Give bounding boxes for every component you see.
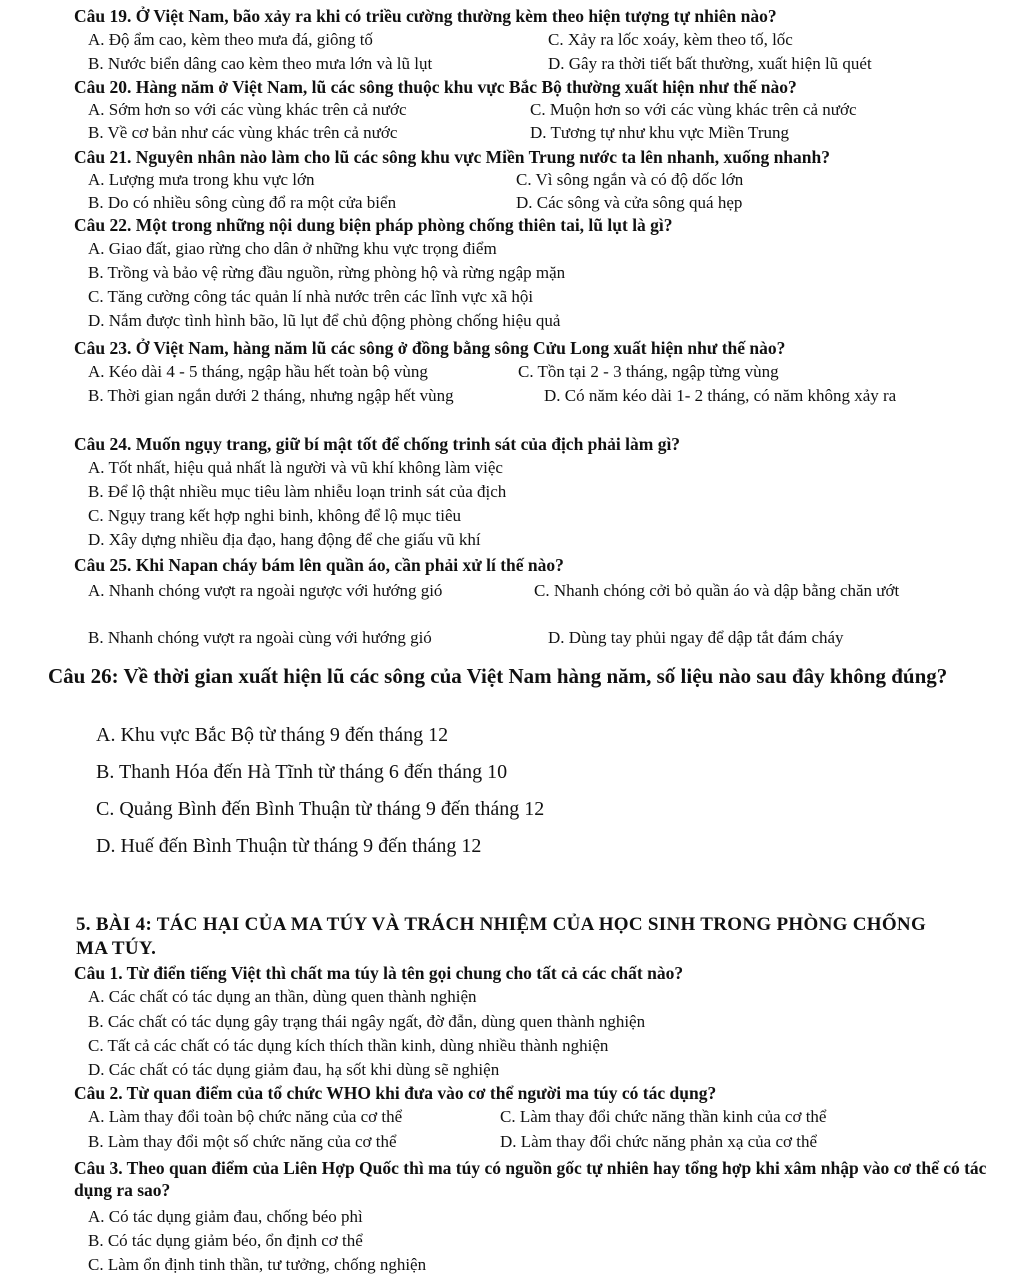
section-question-2-option-c: C. Làm thay đổi chức năng thần kinh của cơ thể [500,1107,827,1126]
section-question-1-option-a: A. Các chất có tác dụng an thần, dùng quen thành nghiện [88,987,477,1006]
question-21-option-d: D. Các sông và cửa sông quá hẹp [516,193,743,212]
question-21-option-c: C. Vì sông ngắn và có độ dốc lớn [516,170,744,189]
question-20-option-c: C. Muộn hơn so với các vùng khác trên cả nước [530,100,857,119]
question-26-option-b: B. Thanh Hóa đến Hà Tĩnh từ tháng 6 đến tháng 10 [96,761,508,783]
section-question-1-option-d: D. Các chất có tác dụng giảm đau, hạ sốt khi dùng sẽ nghiện [88,1060,500,1079]
section-question-3-option-c: C. Làm ổn định tinh thần, tư tưởng, chống nghiện [88,1255,427,1274]
question-25-option-a: A. Nhanh chóng vượt ra ngoài ngược với hướng gió [88,581,443,600]
question-25-option-c: C. Nhanh chóng cởi bỏ quần áo và dập bằng chăn ướt [534,581,900,600]
question-21-option-a: A. Lượng mưa trong khu vực lớn [88,170,315,189]
section-question-3-option-b: B. Có tác dụng giảm béo, ổn định cơ thể [88,1231,363,1250]
question-19-option-a: A. Độ ẩm cao, kèm theo mưa đá, giông tố [88,30,373,49]
section-question-3-option-a: A. Có tác dụng giảm đau, chống béo phì [88,1207,363,1226]
question-21-option-b: B. Do có nhiều sông cùng đổ ra một cửa biển [88,193,397,212]
section-question-1-title: Câu 1. Từ điển tiếng Việt thì chất ma túy là tên gọi chung cho tất cả các chất nào? [74,963,684,983]
question-22-option-a: A. Giao đất, giao rừng cho dân ở những khu vực trọng điểm [88,239,497,258]
section-heading: 5. BÀI 4: TÁC HẠI CỦA MA TÚY VÀ TRÁCH NHIỆM CỦA HỌC SINH TRONG PHÒNG CHỐNG MA TÚY. [76,914,927,959]
section-question-2-option-d: D. Làm thay đổi chức năng phản xạ của cơ thể [500,1132,818,1151]
question-26-option-d: D. Huế đến Bình Thuận từ tháng 9 đến tháng 12 [96,835,482,857]
question-24-title: Câu 24. Muốn ngụy trang, giữ bí mật tốt để chống trinh sát của địch phải làm gì? [74,434,681,454]
question-26-option-c: C. Quảng Bình đến Bình Thuận từ tháng 9 đến tháng 12 [96,798,545,820]
question-24-option-b: B. Để lộ thật nhiều mục tiêu làm nhiễu loạn trinh sát của địch [88,482,507,501]
question-20-title: Câu 20. Hàng năm ở Việt Nam, lũ các sông thuộc khu vực Bắc Bộ thường xuất hiện như thế nào? [74,77,797,97]
question-25-option-b: B. Nhanh chóng vượt ra ngoài cùng với hướng gió [88,628,432,647]
question-19-option-d: D. Gây ra thời tiết bất thường, xuất hiện lũ quét [548,54,872,73]
section-question-1-option-b: B. Các chất có tác dụng gây trạng thái ngây ngất, đờ đẫn, dùng quen thành nghiện [88,1012,646,1031]
question-21-title: Câu 21. Nguyên nhân nào làm cho lũ các sông khu vực Miền Trung nước ta lên nhanh, xuống nhanh? [74,147,831,167]
question-25-option-d: D. Dùng tay phủi ngay để dập tắt đám cháy [548,628,844,647]
section-question-3-title: Câu 3. Theo quan điểm của Liên Hợp Quốc thì ma túy có nguồn gốc tự nhiên hay tổng hợp khi xâm nhập vào cơ thể có tác dụng ra sao? [74,1158,987,1200]
question-22-title: Câu 22. Một trong những nội dung biện pháp phòng chống thiên tai, lũ lụt là gì? [74,215,673,235]
section-question-2-option-a: A. Làm thay đổi toàn bộ chức năng của cơ thể [88,1107,403,1126]
question-19-title: Câu 19. Ở Việt Nam, bão xảy ra khi có triều cường thường kèm theo hiện tượng tự nhiên nào? [74,6,777,26]
question-24-option-a: A. Tốt nhất, hiệu quả nhất là người và vũ khí không làm việc [88,458,503,477]
question-23-option-c: C. Tồn tại 2 - 3 tháng, ngập từng vùng [518,362,779,381]
question-22-option-b: B. Trồng và bảo vệ rừng đầu nguồn, rừng phòng hộ và rừng ngập mặn [88,263,566,282]
question-24-option-c: C. Ngụy trang kết hợp nghi binh, không để lộ mục tiêu [88,506,462,525]
section-question-2-option-b: B. Làm thay đổi một số chức năng của cơ thể [88,1132,397,1151]
question-26-title: Câu 26: Về thời gian xuất hiện lũ các sông của Việt Nam hàng năm, số liệu nào sau đây không đúng? [48,664,948,688]
question-24-option-d: D. Xây dựng nhiều địa đạo, hang động để che giấu vũ khí [88,530,481,549]
question-19-option-b: B. Nước biển dâng cao kèm theo mưa lớn và lũ lụt [88,54,433,73]
section-question-2-title: Câu 2. Từ quan điểm của tổ chức WHO khi đưa vào cơ thể người ma túy có tác dụng? [74,1083,717,1103]
question-22-option-c: C. Tăng cường công tác quản lí nhà nước trên các lĩnh vực xã hội [88,287,534,306]
question-23-option-b: B. Thời gian ngắn dưới 2 tháng, nhưng ngập hết vùng [88,386,454,405]
question-20-option-b: B. Về cơ bản như các vùng khác trên cả nước [88,123,398,142]
question-20-option-a: A. Sớm hơn so với các vùng khác trên cả nước [88,100,407,119]
section-question-1-option-c: C. Tất cả các chất có tác dụng kích thích thần kinh, dùng nhiều thành nghiện [88,1036,609,1055]
question-23-option-d: D. Có năm kéo dài 1- 2 tháng, có năm không xảy ra [544,386,897,405]
question-23-option-a: A. Kéo dài 4 - 5 tháng, ngập hầu hết toàn bộ vùng [88,362,428,381]
question-19-option-c: C. Xảy ra lốc xoáy, kèm theo tố, lốc [548,30,793,49]
question-22-option-d: D. Nắm được tình hình bão, lũ lụt để chủ động phòng chống hiệu quả [88,311,561,330]
question-20-option-d: D. Tương tự như khu vực Miền Trung [530,123,789,142]
question-23-title: Câu 23. Ở Việt Nam, hàng năm lũ các sông ở đồng bằng sông Cửu Long xuất hiện như thế nào? [74,338,786,358]
question-25-title: Câu 25. Khi Napan cháy bám lên quần áo, cần phải xử lí thế nào? [74,555,564,575]
question-26-option-a: A. Khu vực Bắc Bộ từ tháng 9 đến tháng 12 [96,724,449,746]
